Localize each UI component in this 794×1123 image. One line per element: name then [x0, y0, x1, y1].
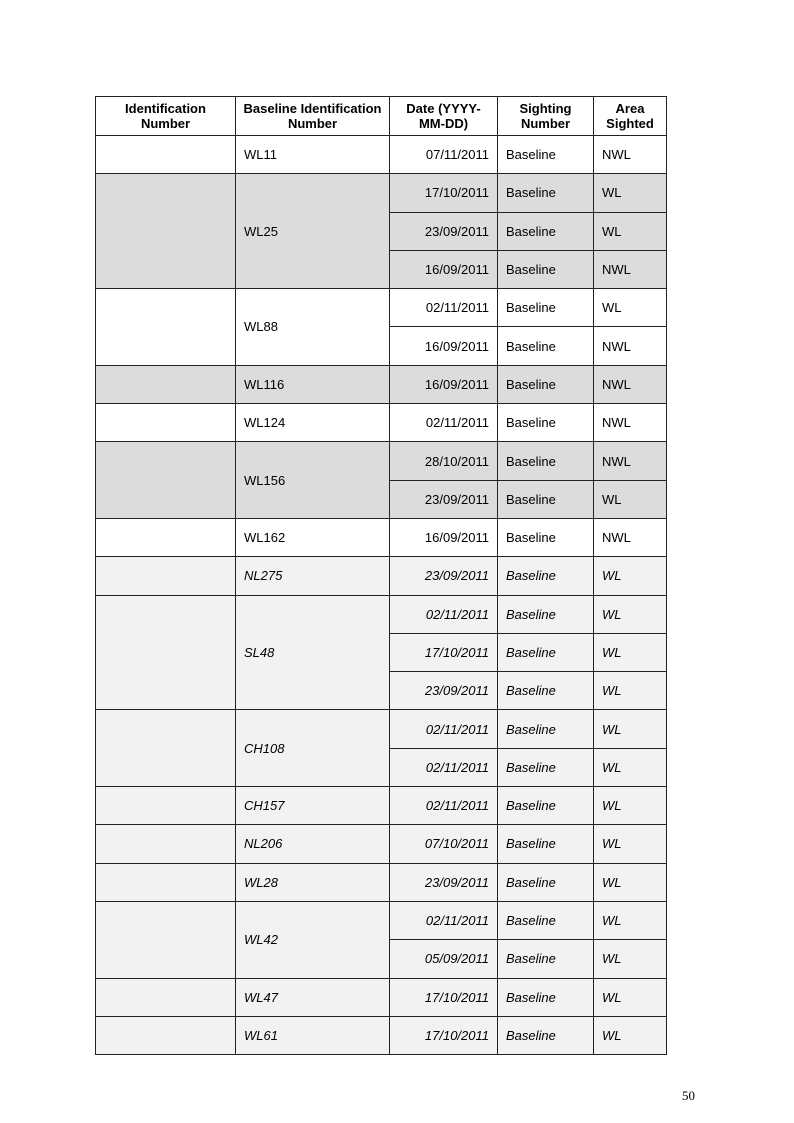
area-sighted-cell: NWL	[594, 404, 667, 442]
identification-number-cell	[96, 442, 236, 519]
identification-number-cell	[96, 595, 236, 710]
date-cell: 16/09/2011	[390, 250, 498, 288]
date-cell: 02/11/2011	[390, 289, 498, 327]
table-row	[96, 787, 667, 825]
area-sighted-cell: NWL	[594, 136, 667, 174]
baseline-id-cell: WL42	[236, 901, 390, 978]
table-row	[96, 901, 667, 939]
date-cell: 17/10/2011	[390, 174, 498, 212]
sighting-number-cell: Baseline	[498, 212, 594, 250]
identification-number-cell	[96, 863, 236, 901]
sighting-number-cell: Baseline	[498, 518, 594, 556]
header-identification-number: Identification Number	[96, 97, 236, 136]
sighting-number-cell: Baseline	[498, 633, 594, 671]
area-sighted-cell: WL	[594, 787, 667, 825]
area-sighted-cell: WL	[594, 557, 667, 595]
date-cell: 16/09/2011	[390, 327, 498, 365]
date-cell: 28/10/2011	[390, 442, 498, 480]
sighting-number-cell: Baseline	[498, 787, 594, 825]
sighting-number-cell: Baseline	[498, 327, 594, 365]
baseline-id-cell: WL156	[236, 442, 390, 519]
sighting-number-cell: Baseline	[498, 901, 594, 939]
identification-number-cell	[96, 787, 236, 825]
table-row	[96, 174, 667, 212]
table-row	[96, 442, 667, 480]
area-sighted-cell: WL	[594, 289, 667, 327]
date-cell: 02/11/2011	[390, 595, 498, 633]
date-cell: 16/09/2011	[390, 518, 498, 556]
sighting-number-cell: Baseline	[498, 1016, 594, 1054]
table-row	[96, 289, 667, 327]
table-row	[96, 595, 667, 633]
page-number: 50	[682, 1088, 695, 1103]
date-cell: 23/09/2011	[390, 557, 498, 595]
area-sighted-cell: WL	[594, 480, 667, 518]
area-sighted-cell: WL	[594, 174, 667, 212]
table-row	[96, 1016, 667, 1054]
header-row	[96, 97, 667, 136]
sighting-number-cell: Baseline	[498, 404, 594, 442]
sighting-number-cell: Baseline	[498, 250, 594, 288]
table-row	[96, 518, 667, 556]
table-row	[96, 365, 667, 403]
sighting-number-cell: Baseline	[498, 748, 594, 786]
area-sighted-cell: WL	[594, 748, 667, 786]
baseline-id-cell: WL124	[236, 404, 390, 442]
sighting-number-cell: Baseline	[498, 365, 594, 403]
sighting-number-cell: Baseline	[498, 672, 594, 710]
date-cell: 17/10/2011	[390, 633, 498, 671]
sighting-number-cell: Baseline	[498, 480, 594, 518]
identification-number-cell	[96, 901, 236, 978]
table-row	[96, 710, 667, 748]
sighting-number-cell: Baseline	[498, 710, 594, 748]
date-cell: 23/09/2011	[390, 672, 498, 710]
area-sighted-cell: WL	[594, 825, 667, 863]
area-sighted-cell: NWL	[594, 327, 667, 365]
date-cell: 16/09/2011	[390, 365, 498, 403]
date-cell: 02/11/2011	[390, 901, 498, 939]
area-sighted-cell: NWL	[594, 518, 667, 556]
sighting-number-cell: Baseline	[498, 442, 594, 480]
table-row	[96, 863, 667, 901]
date-cell: 05/09/2011	[390, 940, 498, 978]
sighting-number-cell: Baseline	[498, 136, 594, 174]
identification-number-cell	[96, 1016, 236, 1054]
header-area-sighted: Area Sighted	[594, 97, 667, 136]
baseline-id-cell: WL11	[236, 136, 390, 174]
area-sighted-cell: WL	[594, 212, 667, 250]
date-cell: 02/11/2011	[390, 787, 498, 825]
identification-number-cell	[96, 518, 236, 556]
date-cell: 17/10/2011	[390, 1016, 498, 1054]
sighting-number-cell: Baseline	[498, 940, 594, 978]
date-cell: 07/10/2011	[390, 825, 498, 863]
area-sighted-cell: NWL	[594, 250, 667, 288]
identification-number-cell	[96, 174, 236, 289]
sighting-number-cell: Baseline	[498, 595, 594, 633]
identification-number-cell	[96, 136, 236, 174]
baseline-id-cell: SL48	[236, 595, 390, 710]
baseline-id-cell: WL162	[236, 518, 390, 556]
baseline-id-cell: WL47	[236, 978, 390, 1016]
header-baseline-identification-number: Baseline Identification Number	[236, 97, 390, 136]
date-cell: 02/11/2011	[390, 404, 498, 442]
table-row	[96, 825, 667, 863]
sighting-number-cell: Baseline	[498, 174, 594, 212]
sightings-table	[95, 96, 667, 1055]
sighting-number-cell: Baseline	[498, 825, 594, 863]
baseline-id-cell: CH108	[236, 710, 390, 787]
area-sighted-cell: WL	[594, 672, 667, 710]
area-sighted-cell: WL	[594, 978, 667, 1016]
table-row	[96, 404, 667, 442]
sighting-number-cell: Baseline	[498, 557, 594, 595]
table-row	[96, 136, 667, 174]
identification-number-cell	[96, 365, 236, 403]
date-cell: 23/09/2011	[390, 863, 498, 901]
sighting-number-cell: Baseline	[498, 289, 594, 327]
date-cell: 23/09/2011	[390, 480, 498, 518]
area-sighted-cell: WL	[594, 940, 667, 978]
area-sighted-cell: WL	[594, 1016, 667, 1054]
baseline-id-cell: WL28	[236, 863, 390, 901]
baseline-id-cell: NL206	[236, 825, 390, 863]
identification-number-cell	[96, 978, 236, 1016]
table-row	[96, 978, 667, 1016]
area-sighted-cell: WL	[594, 901, 667, 939]
header-date: Date (YYYY-MM-DD)	[390, 97, 498, 136]
identification-number-cell	[96, 557, 236, 595]
date-cell: 07/11/2011	[390, 136, 498, 174]
sighting-number-cell: Baseline	[498, 978, 594, 1016]
date-cell: 23/09/2011	[390, 212, 498, 250]
area-sighted-cell: NWL	[594, 365, 667, 403]
table-body	[96, 136, 667, 1055]
identification-number-cell	[96, 710, 236, 787]
area-sighted-cell: WL	[594, 595, 667, 633]
area-sighted-cell: WL	[594, 863, 667, 901]
baseline-id-cell: NL275	[236, 557, 390, 595]
sighting-number-cell: Baseline	[498, 863, 594, 901]
area-sighted-cell: NWL	[594, 442, 667, 480]
date-cell: 17/10/2011	[390, 978, 498, 1016]
baseline-id-cell: WL88	[236, 289, 390, 366]
table-row	[96, 557, 667, 595]
date-cell: 02/11/2011	[390, 748, 498, 786]
header-sighting-number: Sighting Number	[498, 97, 594, 136]
identification-number-cell	[96, 825, 236, 863]
area-sighted-cell: WL	[594, 710, 667, 748]
baseline-id-cell: WL116	[236, 365, 390, 403]
identification-number-cell	[96, 404, 236, 442]
date-cell: 02/11/2011	[390, 710, 498, 748]
identification-number-cell	[96, 289, 236, 366]
area-sighted-cell: WL	[594, 633, 667, 671]
baseline-id-cell: CH157	[236, 787, 390, 825]
baseline-id-cell: WL25	[236, 174, 390, 289]
baseline-id-cell: WL61	[236, 1016, 390, 1054]
